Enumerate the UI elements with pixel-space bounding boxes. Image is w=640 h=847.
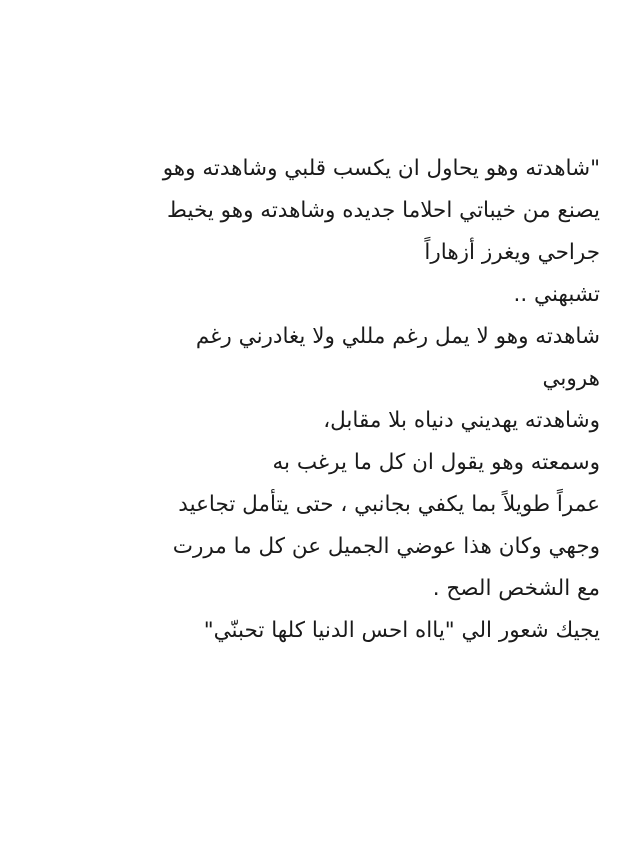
text-line-4: تشبهني ..	[513, 282, 600, 307]
text-line-8: وسمعته وهو يقول ان كل ما يرغب به	[272, 450, 600, 475]
text-line-2: يصنع من خيباتي احلاما جديده وشاهدته وهو يخيط	[167, 198, 600, 223]
text-line-1: "شاهدته وهو يحاول ان يكسب قلبي وشاهدته وهو	[162, 156, 600, 181]
text-line-3: جراحي ويغرز أزهاراً	[424, 240, 600, 265]
text-line-12: يجيك شعور الي "يااه احس الدنيا كلها تحبنّي"	[203, 618, 600, 643]
quote-text-block	[30, 148, 600, 652]
text-line-11: مع الشخص الصح .	[432, 576, 600, 601]
text-line-5: شاهدته وهو لا يمل رغم مللي ولا يغادرني رغم	[195, 324, 600, 349]
text-line-6: هروبي	[542, 366, 600, 391]
text-line-10: وجهي وكان هذا عوضي الجميل عن كل ما مررت	[172, 534, 600, 559]
text-line-7: وشاهدته يهديني دنياه بلا مقابل،	[323, 408, 600, 433]
text-line-9: عمراً طويلاً بما يكفي بجانبي ، حتى يتأمل تجاعيد	[178, 492, 600, 517]
